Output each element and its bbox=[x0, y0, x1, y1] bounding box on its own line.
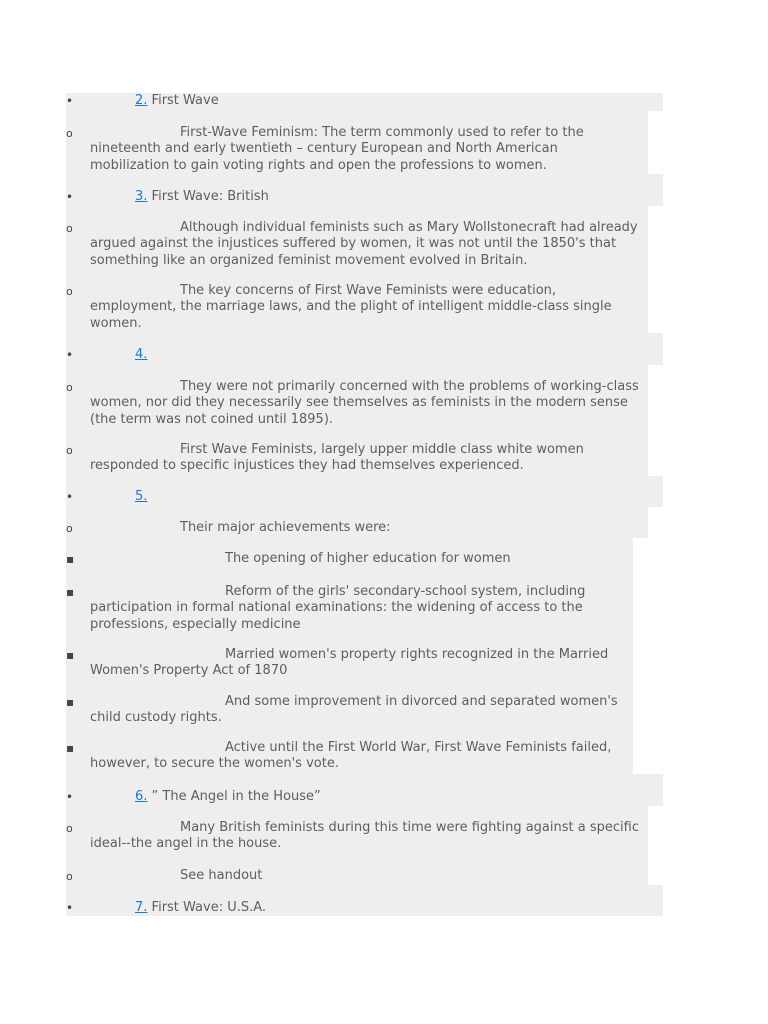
bullet-icon bbox=[66, 900, 76, 916]
section-link-5[interactable]: 5. bbox=[135, 489, 148, 504]
bullet-icon bbox=[66, 347, 76, 363]
list-item: ▪ The opening of higher education for women bbox=[66, 538, 633, 570]
list-item-heading bbox=[66, 476, 663, 507]
list-item: o First-Wave Feminism: The term commonly used to refer to the nineteenth and early twentieth – century European and North American mobilization to gain voting rights and open the professions to women. bbox=[66, 111, 648, 174]
square-bullet-icon bbox=[66, 551, 76, 567]
circle-bullet-icon bbox=[66, 379, 76, 396]
list-item-heading: • 7. First Wave: U.S.A. bbox=[66, 885, 663, 916]
bullet-icon bbox=[66, 489, 76, 505]
circle-bullet-icon bbox=[66, 520, 76, 537]
list-item: ▪ Reform of the girls' secondary-school system, including participation in formal national examinations: the widening of access to the professions, especially medicine bbox=[66, 570, 633, 633]
circle-bullet-icon bbox=[66, 283, 76, 300]
section-link-7[interactable]: 7. bbox=[135, 900, 148, 915]
list-item-heading: • 6. ” The Angel in the House” bbox=[66, 774, 663, 806]
square-bullet-icon bbox=[66, 584, 76, 600]
list-item: ▪ Married women's property rights recognized in the Married Women's Property Act of 1870 bbox=[66, 633, 633, 681]
list-item-heading: • 2. First Wave bbox=[66, 93, 663, 111]
list-item: o Although individual feminists such as Mary Wollstonecraft had already argued against the injustices suffered by women, it was not until the 1850's that something like an organized feminist movement evolved in Britain. bbox=[66, 206, 648, 269]
list-item-heading: • 3. First Wave: British bbox=[66, 174, 663, 206]
circle-bullet-icon bbox=[66, 125, 76, 142]
bullet-icon bbox=[66, 789, 76, 805]
list-item: o First Wave Feminists, largely upper middle class white women responded to specific injustices they had themselves experienced. bbox=[66, 428, 648, 476]
section-link-4[interactable]: 4. bbox=[135, 347, 148, 362]
square-bullet-icon bbox=[66, 647, 76, 663]
bullet-icon bbox=[66, 93, 76, 109]
bullet-icon bbox=[66, 189, 76, 205]
section-link-6[interactable]: 6. bbox=[135, 789, 148, 804]
section-link-2[interactable]: 2. bbox=[135, 93, 148, 108]
square-bullet-icon bbox=[66, 740, 76, 756]
square-bullet-icon bbox=[66, 694, 76, 710]
list-item: o Many British feminists during this time were fighting against a specific ideal--the angel in the house. bbox=[66, 806, 648, 855]
circle-bullet-icon bbox=[66, 820, 76, 837]
circle-bullet-icon bbox=[66, 868, 76, 885]
section-link-3[interactable]: 3. bbox=[135, 189, 148, 204]
list-item-heading bbox=[66, 333, 663, 365]
list-item: ▪ Active until the First World War, First Wave Feminists failed, however, to secure the women's vote. bbox=[66, 728, 633, 774]
list-item: o They were not primarily concerned with the problems of working-class women, nor did they necessarily see themselves as feminists in the modern sense (the term was not coined until 1895). bbox=[66, 365, 648, 428]
list-item: o Their major achievements were: bbox=[66, 507, 648, 538]
list-item: o See handout bbox=[66, 855, 648, 885]
list-item: o The key concerns of First Wave Feminists were education, employment, the marriage laws, and the plight of intelligent middle-class single women. bbox=[66, 269, 648, 333]
circle-bullet-icon bbox=[66, 442, 76, 459]
list-item: ▪ And some improvement in divorced and separated women's child custody rights. bbox=[66, 681, 633, 728]
circle-bullet-icon bbox=[66, 220, 76, 237]
